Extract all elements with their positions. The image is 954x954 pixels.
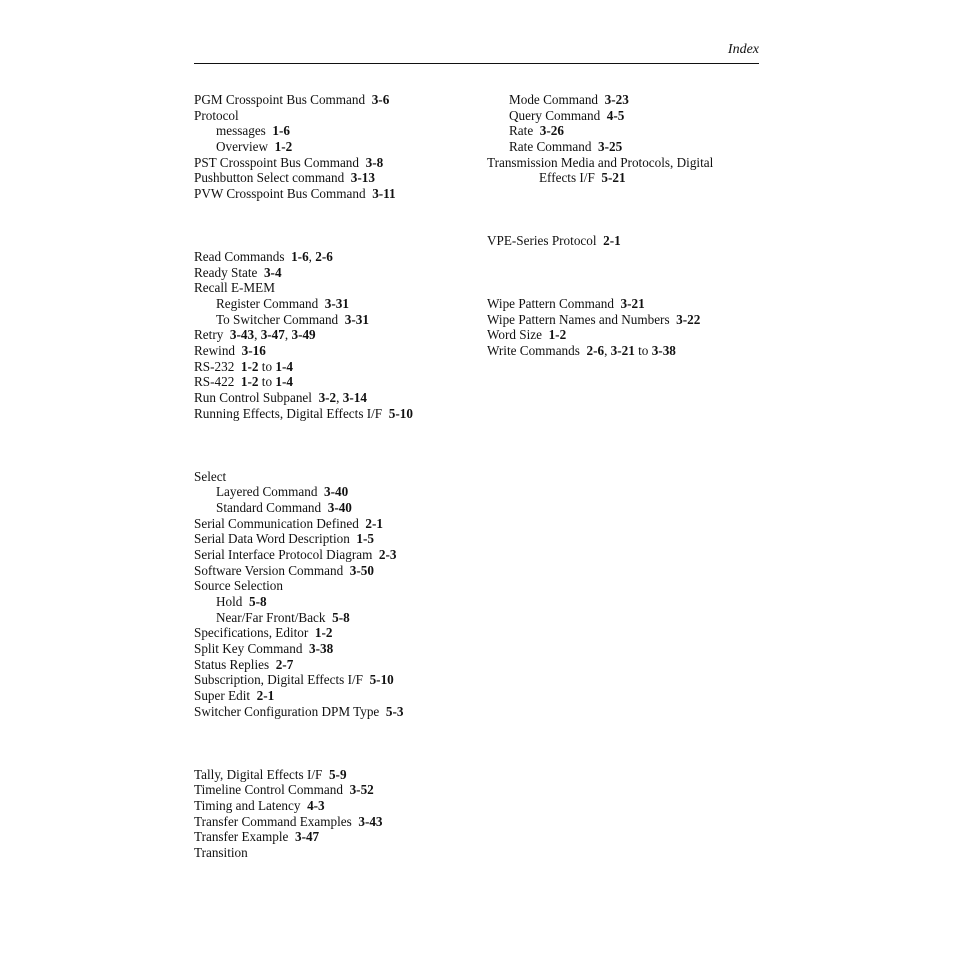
index-page-ref: 3-31 [324, 295, 349, 311]
index-term: Query Command [509, 107, 601, 123]
index-subentry [487, 139, 787, 155]
index-entry [194, 155, 494, 171]
index-term: Transition [194, 845, 248, 860]
index-term: Transfer Command Examples [194, 813, 352, 829]
index-term: Tally, Digital Effects I/F [194, 766, 323, 782]
index-page-ref: 3-43 [358, 813, 383, 829]
index-spacer [194, 218, 494, 234]
index-page-ref: 5-21 [601, 170, 626, 186]
index-entry [194, 343, 494, 359]
index-subentry [487, 92, 787, 108]
index-entry [487, 296, 787, 312]
index-page-ref: 1-2 [274, 139, 293, 155]
index-spacer [194, 720, 494, 736]
index-term: To Switcher Command [216, 311, 339, 327]
index-page-ref: 5-10 [388, 405, 413, 421]
index-term: Source Selection [194, 578, 283, 594]
index-term: Word Size [487, 327, 542, 343]
index-page-ref: 3-40 [324, 484, 349, 500]
index-entry [194, 845, 494, 861]
index-term: messages [216, 123, 266, 139]
index-entry [194, 327, 494, 343]
index-page-ref: 3-47 [294, 829, 320, 845]
index-term: Transmission Media and Protocols, Digital [487, 154, 714, 170]
index-page-ref: 3-50 [349, 562, 374, 578]
index-term: Split Key Command [194, 641, 303, 657]
index-spacer [487, 249, 787, 265]
index-entry [194, 578, 494, 594]
index-entry [194, 390, 494, 406]
index-entry [194, 547, 494, 563]
index-entry [194, 814, 494, 830]
index-entry [194, 641, 494, 657]
index-term: Switcher Configuration DPM Type [194, 703, 380, 719]
index-page-ref: 5-9 [328, 766, 347, 782]
index-spacer [194, 735, 494, 751]
index-page-ref: 3-40 [327, 499, 352, 515]
index-page-ref: 3-38 [309, 641, 334, 657]
index-term: Specifications, Editor [194, 625, 309, 641]
index-entry [487, 312, 787, 328]
index-entry [194, 280, 494, 296]
index-term: Rate Command [509, 139, 592, 155]
index-term: PVW Crosspoint Bus Command [194, 186, 366, 202]
index-spacer [194, 421, 494, 437]
index-subentry [194, 312, 494, 328]
index-page-ref: 1-2 [314, 625, 333, 641]
index-term: Recall E-MEM [194, 280, 275, 296]
index-entry [194, 798, 494, 814]
index-term: Mode Command [509, 92, 599, 107]
index-entry [194, 782, 494, 798]
index-term: Rewind [194, 343, 236, 358]
index-entry [194, 657, 494, 673]
index-page-ref: 1-2 [548, 327, 567, 343]
index-term: Hold [216, 594, 243, 609]
index-page-ref: 3-13 [350, 170, 375, 186]
header-rule [194, 63, 759, 64]
index-page-ref: 3-8 [365, 154, 384, 170]
index-term: Subscription, Digital Effects I/F [194, 672, 363, 688]
index-entry [194, 704, 494, 720]
index-entry [487, 343, 787, 359]
index-entry [194, 829, 494, 845]
index-entry [194, 108, 494, 124]
index-page-ref: 5-10 [369, 672, 394, 688]
index-term: Serial Data Word Description [194, 531, 350, 547]
index-entry [194, 625, 494, 641]
index-term: Near/Far Front/Back [216, 609, 326, 625]
index-page-ref: 4-3 [307, 797, 325, 813]
index-entry [194, 767, 494, 783]
index-spacer [194, 751, 494, 767]
index-page-ref: 3-52 [349, 782, 374, 798]
index-entry [194, 406, 494, 422]
index-term: Overview [216, 139, 268, 155]
index-entry [194, 359, 494, 375]
index-subentry [194, 139, 494, 155]
index-entry [194, 688, 494, 704]
index-page-ref: 1-2 to 1-4 [240, 374, 293, 390]
index-page-ref: 2-6, 3-21 to 3-38 [586, 343, 676, 358]
index-subentry [194, 594, 494, 610]
index-page-ref: 2-7 [275, 656, 294, 672]
index-term: Layered Command [216, 484, 318, 500]
index-term: Serial Communication Defined [194, 515, 359, 531]
index-term: Effects I/F [539, 170, 595, 186]
index-page-ref: 3-23 [604, 92, 629, 107]
index-spacer [194, 453, 494, 469]
index-page-ref: 5-8 [332, 609, 350, 625]
index-page-ref: 3-21 [620, 295, 645, 311]
index-spacer [487, 218, 787, 234]
index-term: Select [194, 468, 227, 484]
index-term: Serial Interface Protocol Diagram [194, 546, 373, 562]
index-page-ref: 3-2, 3-14 [318, 390, 367, 406]
index-page-ref: 3-22 [676, 311, 701, 327]
index-subentry [194, 123, 494, 139]
index-page-ref: 1-5 [356, 531, 374, 547]
index-entry [194, 531, 494, 547]
index-entry [194, 374, 494, 390]
index-entry [194, 265, 494, 281]
index-spacer [487, 280, 787, 296]
index-entry [194, 92, 494, 108]
index-page-ref: 3-6 [371, 92, 390, 107]
index-page-ref: 4-5 [606, 107, 625, 123]
index-column-left [194, 92, 494, 861]
index-page-ref: 1-6, 2-6 [291, 248, 333, 264]
index-entry [487, 233, 787, 249]
index-term: Wipe Pattern Command [487, 295, 614, 311]
index-spacer [194, 437, 494, 453]
index-term: PGM Crosspoint Bus Command [194, 92, 366, 107]
index-entry [194, 170, 494, 186]
index-page-ref: 1-6 [272, 123, 290, 139]
index-term: Wipe Pattern Names and Numbers [487, 311, 670, 327]
index-spacer [194, 202, 494, 218]
index-term: Write Commands [487, 343, 580, 358]
index-page-ref: 3-4 [263, 264, 282, 280]
index-page-ref: 3-25 [598, 139, 623, 155]
index-term: PST Crosspoint Bus Command [194, 154, 359, 170]
index-subentry [487, 170, 787, 186]
index-term: Register Command [216, 295, 319, 311]
index-page-ref: 5-3 [385, 703, 404, 719]
index-page-ref: 3-16 [241, 343, 266, 358]
index-entry [487, 155, 787, 171]
index-page-ref: 3-31 [344, 311, 369, 327]
index-page-ref: 5-8 [248, 594, 267, 609]
index-spacer [487, 186, 787, 202]
index-spacer [487, 265, 787, 281]
index-column-right [487, 92, 787, 359]
index-subentry [194, 484, 494, 500]
index-term: Standard Command [216, 499, 322, 515]
index-term: Protocol [194, 107, 239, 123]
index-term: Timing and Latency [194, 797, 301, 813]
index-term: RS-232 [194, 358, 235, 374]
index-subentry [194, 500, 494, 516]
index-page-ref: 2-1 [603, 233, 621, 249]
index-spacer [487, 202, 787, 218]
index-page-ref: 3-11 [372, 186, 396, 202]
index-entry [194, 563, 494, 579]
index-term: RS-422 [194, 374, 235, 390]
index-term: VPE-Series Protocol [487, 233, 597, 249]
index-term: Software Version Command [194, 562, 344, 578]
index-entry [487, 327, 787, 343]
index-term: Rate [509, 123, 534, 139]
index-entry [194, 249, 494, 265]
index-spacer [194, 233, 494, 249]
index-entry [194, 516, 494, 532]
index-term: Retry [194, 327, 224, 343]
index-subentry [194, 610, 494, 626]
index-subentry [194, 296, 494, 312]
index-page-ref: 1-2 to 1-4 [240, 358, 293, 374]
index-term: Transfer Example [194, 829, 289, 845]
index-entry [194, 469, 494, 485]
index-page-ref: 3-43, 3-47, 3-49 [229, 327, 316, 343]
index-page-ref: 2-1 [256, 688, 275, 704]
index-page-ref: 2-1 [365, 515, 383, 531]
index-page-ref: 2-3 [378, 546, 397, 562]
index-term: Timeline Control Command [194, 782, 343, 798]
index-page-ref: 3-26 [539, 123, 564, 139]
index-term: Running Effects, Digital Effects I/F [194, 405, 383, 421]
index-term: Read Commands [194, 248, 285, 264]
index-term: Pushbutton Select command [194, 170, 345, 186]
index-entry [194, 672, 494, 688]
index-subentry [487, 108, 787, 124]
index-subentry [487, 123, 787, 139]
index-term: Status Replies [194, 656, 270, 672]
index-term: Super Edit [194, 688, 251, 704]
index-term: Ready State [194, 264, 258, 280]
index-term: Run Control Subpanel [194, 390, 312, 406]
index-entry [194, 186, 494, 202]
page-header-title: Index [727, 42, 759, 57]
